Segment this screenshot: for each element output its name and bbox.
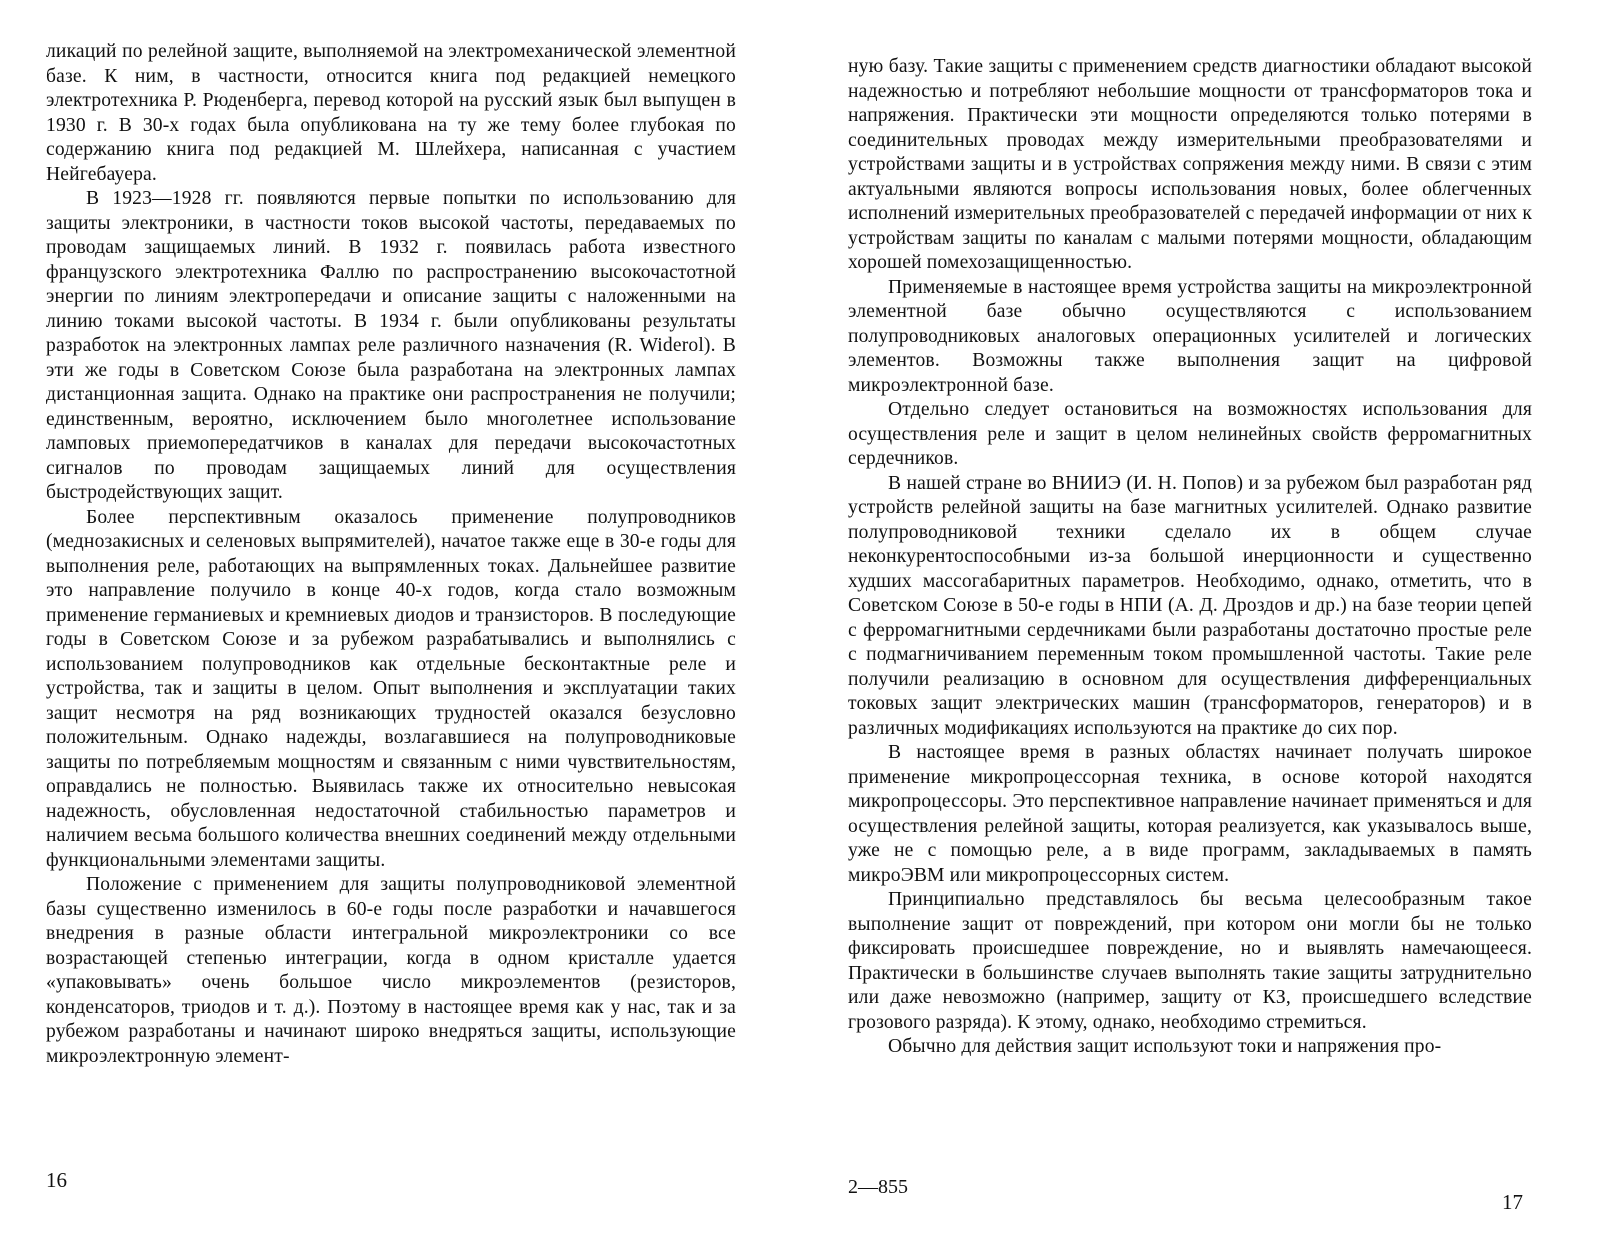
right-paragraph-3: Отдельно следует остановиться на возможностях использования для осуществления реле и защит в целом нелинейных свойств ферромагнитных сердечников. bbox=[848, 399, 1532, 469]
right-page-number: 17 bbox=[1502, 1190, 1523, 1214]
left-page-number: 16 bbox=[46, 1168, 67, 1192]
left-paragraph-4: Положение с применением для защиты полупроводниковой элементной базы существенно изменилось в 60-е годы после разработки и начавшегося внедрения в разные области интегральной микроэлектроники со все возрастающей степенью интеграции, когда в одном кристалле удается «упаковывать» очень большое число микроэлементов (резисторов, конденсаторов, триодов и т. д.). Поэтому в настоящее время как у нас, так и за рубежом разработаны и начинают широко внедряться защиты, использующие микроэлектронную элемент- bbox=[46, 874, 736, 1067]
right-paragraph-4: В нашей стране во ВНИИЭ (И. Н. Попов) и за рубежом был разработан ряд устройств релейной защиты на базе магнитных усилителей. Однако развитие полупроводниковой техники сделало их в общем случае неконкурентоспособными из-за большой инерционности и существенно худших массогабаритных параметров. Необходимо, однако, отметить, что в Советском Союзе в 50-е годы в НПИ (А. Д. Дроздов и др.) на базе теории цепей с ферромагнитными сердечниками были разработаны достаточно простые реле с подмагничиванием переменным током промышленной частоты. Такие реле получили реализацию в основном для осуществления дифференциальных токовых защит электрических машин (трансформаторов, генераторов) и в различных модификациях используются на практике до сих пор. bbox=[848, 472, 1532, 739]
left-paragraph-1: ликаций по релейной защите, выполняемой на электромеханической элементной базе. К ним, в частности, относится книга под редакцией немецкого электротехника Р. Рюденберга, перевод которой на русский язык был выпущен в 1930 г. В 30-х годах была опубликована на ту же тему более глубокая по содержанию книга под редакцией М. Шлейхера, написанная с участием Нейгебауера. bbox=[46, 41, 736, 185]
left-page bbox=[46, 40, 736, 1069]
left-paragraph-3: Более перспективным оказалось применение полупроводников (меднозакисных и селеновых выпрямителей), начатое также еще в 30-е годы для выполнения реле, работающих на выпрямленных токах. Дальнейшее развитие это направление получило в конце 40-х годов, когда стало возможным применение германиевых и кремниевых диодов и транзисторов. В последующие годы в Советском Союзе и за рубежом разрабатывались и выполнялись с использованием полупроводников как отдельные бесконтактные реле и устройства, так и защиты в целом. Опыт выполнения и эксплуатации таких защит несмотря на ряд возникающих трудностей оказался безусловно положительным. Однако надежды, возлагавшиеся на полупроводниковые защиты по потребляемым мощностям и связанным с ними чувствительностям, оправдались не полностью. Выявилась также их относительно невысокая надежность, обусловленная недостаточной стабильностью параметров и наличием весьма большого количества внешних соединений между отдельными функциональными элементами защиты. bbox=[46, 506, 736, 871]
right-paragraph-2: Применяемые в настоящее время устройства защиты на микроэлектронной элементной базе обычно осуществляются с использованием полупроводниковых аналоговых операционных усилителей и логических элементов. Возможны также выполнения защит на цифровой микроэлектронной базе. bbox=[848, 276, 1532, 396]
right-paragraph-5: В настоящее время в разных областях начинает получать широкое применение микропроцессорная техника, в основе которой находятся микропроцессоры. Это перспективное направление начинает применяться и для осуществления релейной защиты, которая реализуется, как указывалось выше, уже не с помощью реле, а в виде программ, закладываемых в память микроЭВМ или микропроцессорных систем. bbox=[848, 742, 1532, 886]
printer-signature-mark: 2—855 bbox=[848, 1176, 908, 1198]
right-paragraph-6: Принципиально представлялось бы весьма целесообразным такое выполнение защит от повреждений, при котором они могли бы не только фиксировать происшедшее повреждение, но и выявлять намечающееся. Практически в большинстве случаев выполнять такие защиты затруднительно или даже невозможно (например, защиту от КЗ, происшедшего вследствие грозового разряда). К этому, однако, необходимо стремиться. bbox=[848, 889, 1532, 1033]
right-page bbox=[848, 55, 1532, 1060]
right-paragraph-7: Обычно для действия защит используют токи и напряжения про- bbox=[888, 1036, 1442, 1057]
left-paragraph-2: В 1923—1928 гг. появляются первые попытки по использованию для защиты электроники, в частности токов высокой частоты, передаваемых по проводам защищаемых линий. В 1932 г. появилась работа известного французского электротехника Фаллю по распространению высокочастотной энергии по линиям электропередачи и описание защиты с наложенными на линию токами высокой частоты. В 1934 г. были опубликованы результаты разработок на электронных лампах реле различного назначения (R. Widerol). В эти же годы в Советском Союзе была разработана на электронных лампах дистанционная защита. Однако на практике они распространения не получили; единственным, вероятно, исключением было многолетнее использование ламповых приемопередатчиков в каналах для передачи высокочастотных сигналов по проводам защищаемых линий для осуществления быстродействующих защит. bbox=[46, 188, 736, 503]
right-paragraph-1: ную базу. Такие защиты с применением средств диагностики обладают высокой надежностью и потребляют небольшие мощности от трансформаторов тока и напряжения. Практически эти мощности определяются только потерями в соединительных проводах между измерительными преобразователями и устройствами защиты и в устройствах сопряжения между ними. В связи с этим актуальными являются вопросы использования новых, более облегченных исполнений измерительных преобразователей с передачей информации от них к устройствам защиты по каналам с малыми потерями мощности, обладающим хорошей помехозащищенностью. bbox=[848, 56, 1532, 273]
